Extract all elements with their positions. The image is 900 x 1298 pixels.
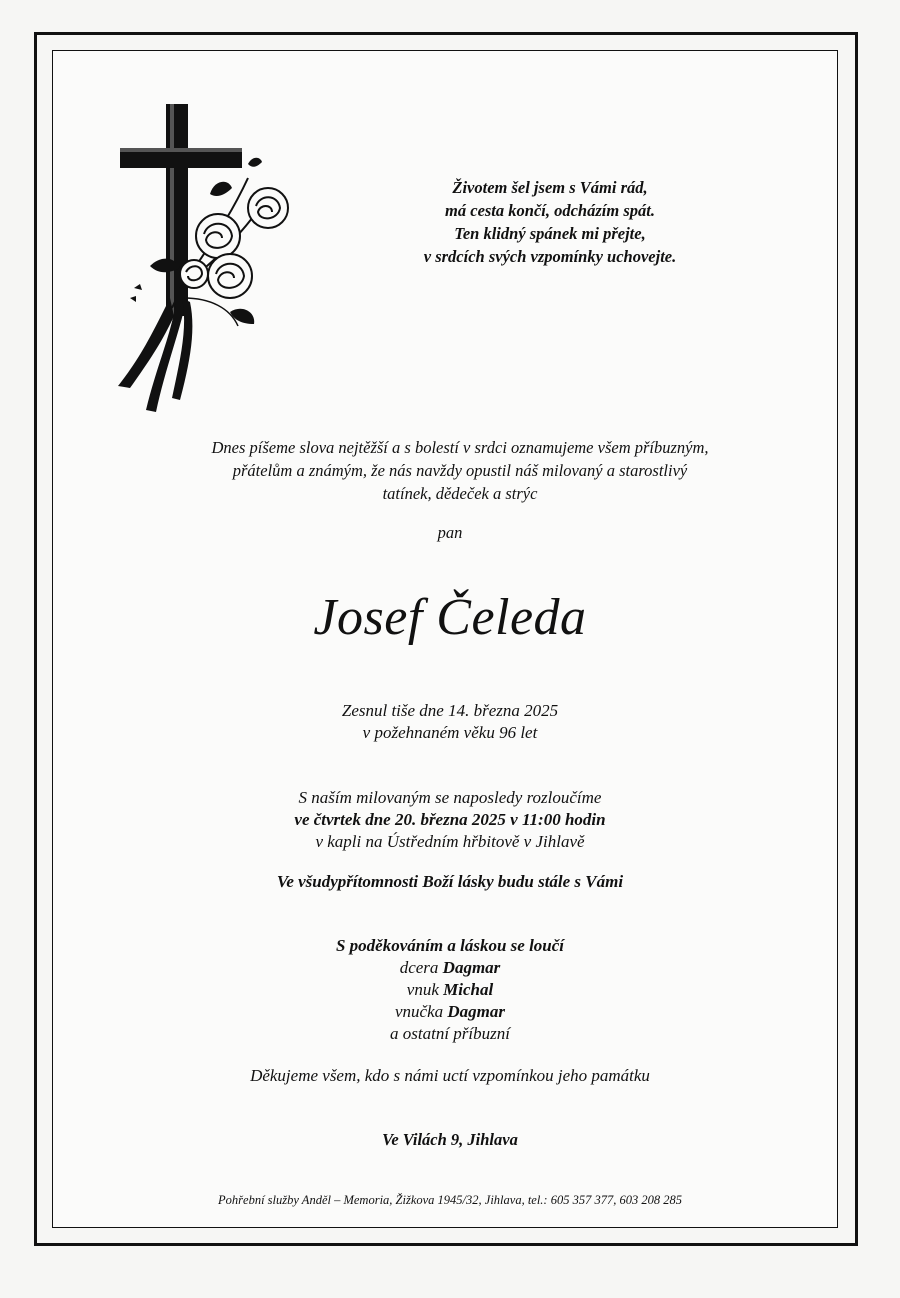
poem-line: Ten klidný spánek mi přejte, [454, 224, 646, 243]
death-info-line: Zesnul tiše dne 14. března 2025 [341, 701, 559, 720]
thanks-line: Děkujeme všem, kdo s námi uctí vzpomínkou jeho památku [250, 1066, 650, 1085]
poem-line: má cesta končí, odcházím spát. [445, 201, 655, 220]
announcement-line: přátelům a známým, že nás navždy opustil náš milovaný a starostlivý [232, 461, 688, 480]
announcement-line: tatínek, dědeček a strýc [382, 484, 538, 503]
salutation: pan [437, 523, 463, 542]
farewell-line: S naším milovaným se naposledy rozloučíme [298, 788, 602, 807]
farewell-place: v kapli na Ústředním hřbitově v Jihlavě [315, 832, 585, 851]
death-info-line: v požehnaném věku 96 let [362, 723, 538, 742]
cross-with-roses-icon [110, 98, 300, 418]
announcement-text [110, 436, 810, 505]
poem-line: Životem šel jsem s Vámi rád, [452, 178, 648, 197]
mourners-heading: S poděkováním a láskou se loučí [335, 936, 565, 955]
deceased-name: Josef Čeleda [313, 589, 587, 646]
mourner-entry: dcera Dagmar [399, 958, 501, 977]
mourner-entry: vnučka Dagmar [394, 1002, 505, 1021]
mourners-others: a ostatní příbuzní [390, 1024, 510, 1043]
poem [320, 176, 780, 268]
faith-line: Ve všudypřítomnosti Boží lásky budu stále s Vámi [276, 872, 624, 891]
mourners [0, 935, 900, 1045]
family-address: Ve Vilách 9, Jihlava [382, 1130, 518, 1149]
farewell-info [0, 787, 900, 853]
announcement-line: Dnes píšeme slova nejtěžší a s bolestí v srdci oznamujeme všem příbuzným, [211, 438, 709, 457]
mourner-entry: vnuk Michal [406, 980, 494, 999]
poem-line: v srdcích svých vzpomínky uchovejte. [423, 247, 677, 266]
death-info [0, 700, 900, 744]
funeral-service-footer: Pohřební služby Anděl – Memoria, Žižkova 1945/32, Jihlava, tel.: 605 357 377, 603 208 285 [218, 1193, 682, 1207]
farewell-date-time: ve čtvrtek dne 20. března 2025 v 11:00 hodin [294, 810, 606, 829]
